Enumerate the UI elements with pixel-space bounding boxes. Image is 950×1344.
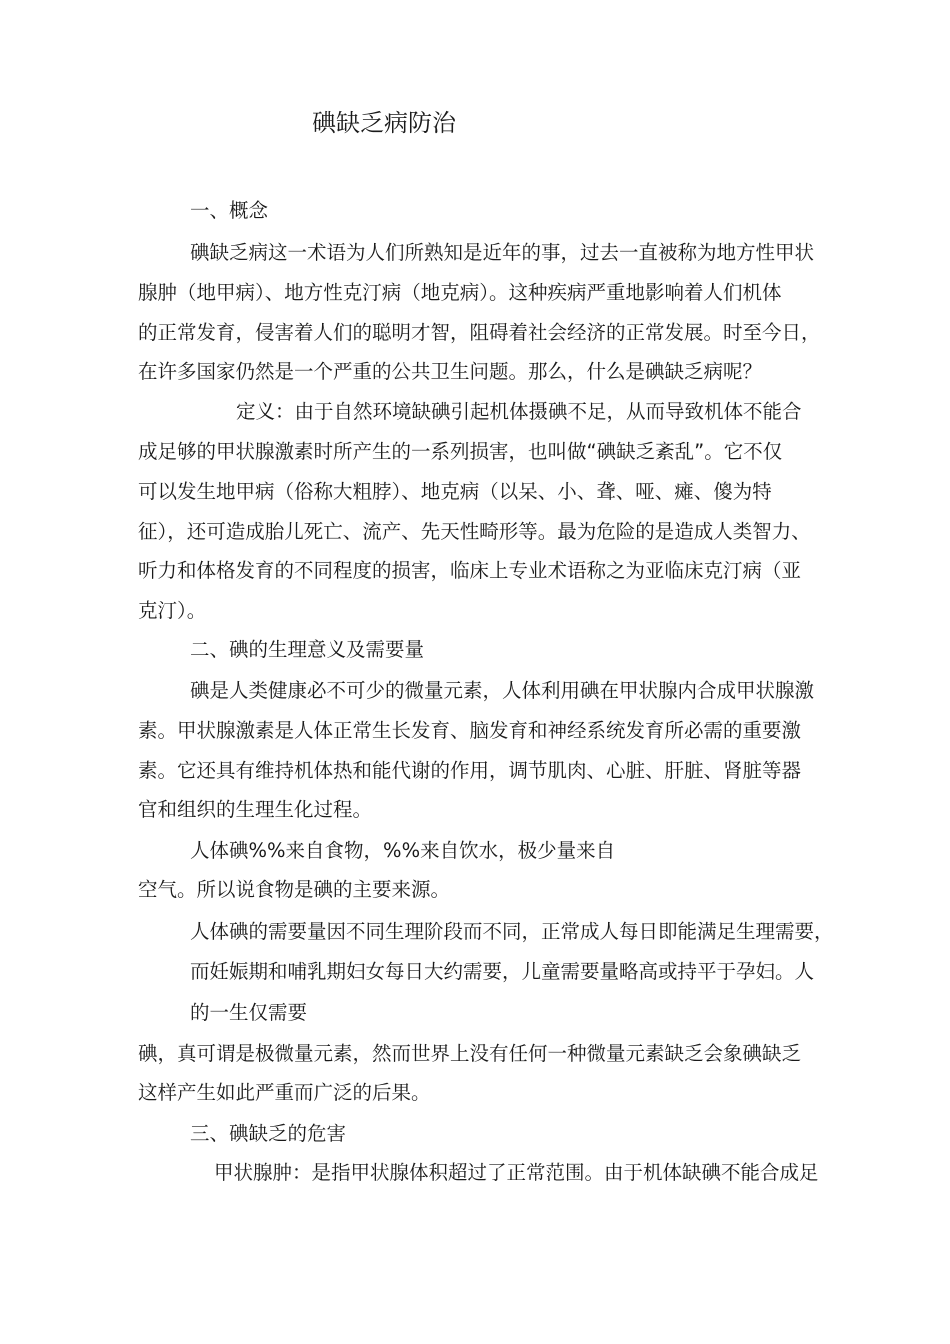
paragraph-line: 的正常发育，侵害着人们的聪明才智，阻碍着社会经济的正常发展。时至今日，	[138, 321, 821, 344]
paragraph-line: 素。它还具有维持机体热和能代谢的作用，调节肌肉、心脏、肝脏、肾脏等器	[138, 759, 802, 782]
document-title: 碘缺乏病防治	[312, 109, 456, 137]
paragraph-line: 可以发生地甲病（俗称大粗脖）、地克病（以呆、小、聋、哑、瘫、傻为特	[138, 480, 772, 503]
paragraph-line: 甲状腺肿：是指甲状腺体积超过了正常范围。由于机体缺碘不能合成足	[214, 1161, 819, 1184]
paragraph-line: 腺肿（地甲病）、地方性克汀病（地克病）。这种疾病严重地影响着人们机体	[138, 281, 782, 304]
paragraph-line: 人体碘的需要量因不同生理阶段而不同，正常成人每日即能满足生理需要，	[190, 920, 834, 943]
paragraph-line: 碘是人类健康必不可少的微量元素，人体利用碘在甲状腺内合成甲状腺激	[190, 679, 815, 702]
paragraph-line: 克汀）。	[138, 599, 207, 622]
paragraph-line: 官和组织的生理生化过程。	[138, 798, 373, 821]
paragraph-line: 而妊娠期和哺乳期妇女每日大约需要，儿童需要量略高或持平于孕妇。人	[190, 960, 815, 983]
paragraph-line: 征），还可造成胎儿死亡、流产、先天性畸形等。最为危险的是造成人类智力、	[138, 520, 811, 543]
paragraph-line: 碘缺乏病这一术语为人们所熟知是近年的事，过去一直被称为地方性甲状	[190, 241, 815, 264]
paragraph-line: 定义：由于自然环境缺碘引起机体摄碘不足，从而导致机体不能合	[236, 400, 802, 423]
paragraph-line: 的一生仅需要	[190, 1001, 308, 1024]
paragraph-line: 空气。所以说食物是碘的主要来源。	[138, 878, 451, 901]
paragraph-line: 素。甲状腺激素是人体正常生长发育、脑发育和神经系统发育所必需的重要激	[138, 719, 802, 742]
paragraph-line: 在许多国家仍然是一个严重的公共卫生问题。那么，什么是碘缺乏病呢？	[138, 360, 763, 383]
section-heading: 三、碘缺乏的危害	[190, 1122, 347, 1145]
paragraph-line: 这样产生如此严重而广泛的后果。	[138, 1081, 431, 1104]
section-heading: 一、概念	[190, 199, 269, 222]
section-heading: 二、碘的生理意义及需要量	[190, 638, 425, 661]
paragraph-line: 碘，真可谓是极微量元素，然而世界上没有任何一种微量元素缺乏会象碘缺乏	[138, 1042, 802, 1065]
paragraph-line: 听力和体格发育的不同程度的损害，临床上专业术语称之为亚临床克汀病（亚	[138, 559, 802, 582]
paragraph-line: 成足够的甲状腺激素时所产生的一系列损害，也叫做“碘缺乏紊乱”。它不仅	[138, 440, 783, 463]
paragraph-line: 人体碘%%来自食物，%%来自饮水，极少量来自	[190, 839, 616, 862]
